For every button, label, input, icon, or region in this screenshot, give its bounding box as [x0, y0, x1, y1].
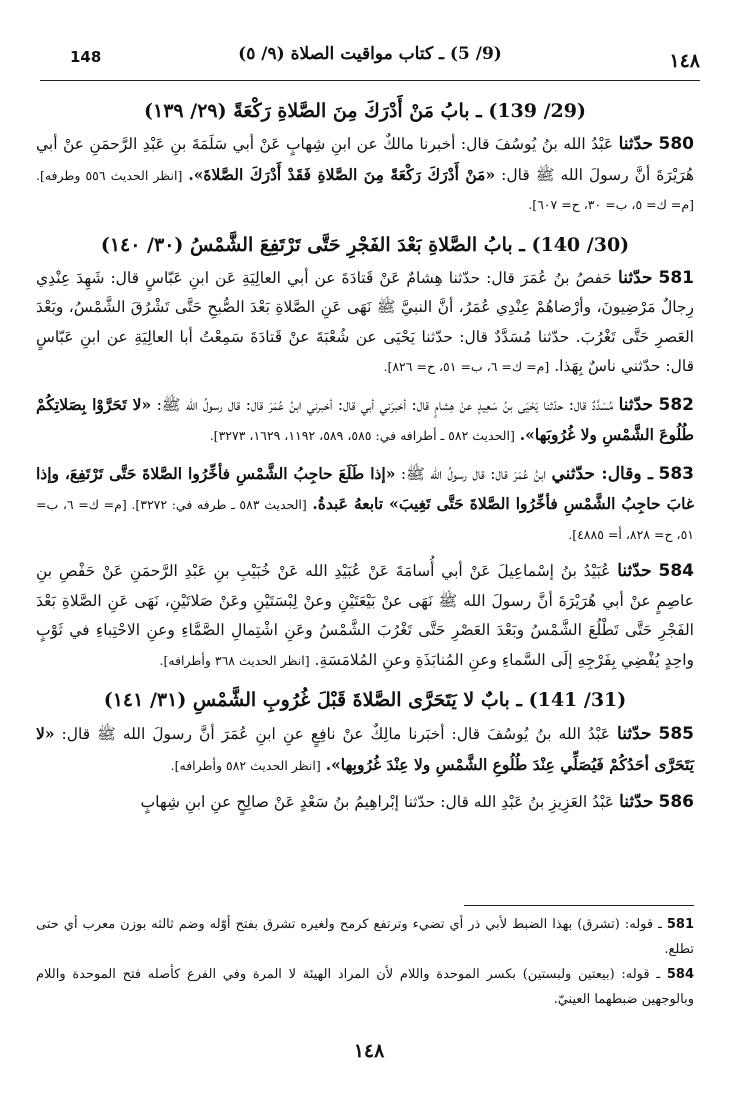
- chapter-heading: (31/ 141) ـ بابٌ لا يَتَحَرَّى الصَّلاةَ قَبْلَ غُرُوبِ الشَّمْسِ (٣١/ ١٤١): [103, 689, 627, 711]
- hadith-text: مُسَدَّدٌ قال: حدّثنا يَحْيَى بنُ سَعِيدٍ عنْ هِشامٍ قال: أخبرَني أبي قال: أخبرني ابنُ عُمَرَ قال: قال رسولُ الله ﷺ:: [156, 395, 614, 414]
- hadith-text: عُبَيْدُ بنُ إسْماعِيلَ عَنْ أبي أُسامَةَ عَنْ عُبَيْدِ الله عَنْ خُبَيْبِ بنِ عَبْدِ الرَّحمَنِ عَنْ حَفْصِ بنِ عاصِمٍ عنْ أبي هُرَيْرَةَ أنَّ رسولَ الله ﷺ نَهَى عنْ بَيْعَتَيْنِ وعنْ لِبْسَتَيْنِ وعَنْ صَلاتَيْنِ، نَهَى عَنِ الصَّلاةِ بَعْدَ الفَجْرِ حَتَّى تَطْلُعَ الشَّمْسُ وبَعْدَ العَصْرِ حَتَّى تَغْرُبَ الشَّمْسُ وعَنِ اشْتِمالِ الصَّمَّاءِ وعنِ الاحْتِباءِ في ثَوْبٍ واحِدٍ يُفْضِي بِفَرْجِهِ إلَى السَّماءِ وعنِ المُنابَذَةِ وعنِ المُلامَسَةِ.: [36, 562, 694, 669]
- hadith-quote: «إذا طَلَعَ حاجِبُ الشَّمْسِ فأخِّرُوا الصَّلاةَ حَتَّى تَرْتَفِعَ، وإذا غابَ حاجِبُ الشَّمْسِ فأخِّرُوا الصَّلاةَ حَتَّى تَغِيبَ» تابعهُ عَبدةُ.: [36, 463, 695, 513]
- hadith-text: حَفصُ بنُ عُمَرَ قال: حدّثنا هِشامٌ عَنْ قَتادَةَ عن أبي العالِيَةِ عَن ابنِ عَبّاسٍ قال: شَهِدَ عِنْدِي رِجالٌ مَرْضِيونَ، وأرْضاهُمْ عِنْدِي عُمَرُ، أنَّ النبيَّ ﷺ نَهَى عَنِ الصَّلاةِ بَعْدَ الصُّبحِ حَتَّى تَشْرُقَ الشَّمْسُ، وبَعْدَ العَصرِ حَتَّى تَغْرُبَ. حدّثنا مُسَدَّدٌ قال: حدّثنا يَحْيَى عن شُعْبَةَ عنْ قَتادَةَ سَمِعْتُ أبا العالِيَةِ عن ابنِ عَبّاسٍ قال: حدّثني ناسٌ بِهَذا.: [36, 268, 694, 375]
- footnote-number: 584: [666, 967, 694, 982]
- footnote-text: ـ قوله: (تشرق) بهذا الضبط لأبي ذر أي تضيء وترتفع كرمح ولغيره تشرق بفتح أوّله وضم ثالثه بوزن معرب أي حتى تطلع.: [36, 917, 694, 957]
- hadith-chain-head: حدّثنا: [619, 792, 654, 812]
- hadith-585: [36, 719, 694, 780]
- hadith-582: [36, 390, 694, 451]
- header-divider: [40, 80, 700, 81]
- hadith-quote: «لا يَتَحَرَّى أحَدُكُمْ فَيُصَلِّي عِنْدَ طُلُوعِ الشَّمْسِ ولا عِنْدَ غُرُوبِها».: [36, 724, 694, 774]
- hadith-number: 582: [658, 394, 694, 415]
- hadith-580: [36, 130, 694, 220]
- hadith-chain-head: ـ وقال: حدّثني: [551, 463, 654, 484]
- hadith-chain-head: حدّثنا: [618, 267, 653, 288]
- hadith-chain-head: حدّثنا: [617, 561, 652, 581]
- footnotes: [36, 912, 694, 1012]
- hadith-reference: [الحديث ٥٨٣ ـ طرفه في: ٣٢٧٢]. [م= ك= ٦، ب= ٥١، ح= ٨٢٨، أ= ٤٨٨٥].: [36, 497, 694, 542]
- hadith-chain-head: حدّثنا: [618, 134, 654, 154]
- page-number-latin: 148: [70, 48, 102, 66]
- hadith-reference: [انظر الحديث ٥٨٢ وأطرافه].: [170, 757, 321, 773]
- hadith-number: 580: [658, 134, 694, 154]
- main-text: [36, 90, 694, 826]
- hadith-586: [36, 788, 694, 818]
- hadith-583: [36, 459, 694, 550]
- hadith-reference: [م= ك= ٦، ب= ٥١، ح= ٨٢٦].: [383, 359, 550, 374]
- hadith-text: عَبْدُ العَزِيزِ بنُ عَبْدِ الله قال: حدّثنا إبْراهِيمُ بنُ سَعْدٍ عَنْ صالِحٍ عنِ ابنِ شِهابٍ: [140, 793, 615, 811]
- hadith-text: ابنُ عُمَرَ قال: قال رسولُ الله ﷺ:: [400, 464, 547, 483]
- hadith-chain-head: حدّثنا: [618, 394, 654, 415]
- hadith-reference: [انظر الحديث ٥٥٦ وطرفه]. [م= ك= ٥، ب= ٣٠، ح= ٦٠٧].: [36, 167, 694, 212]
- hadith-number: 584: [658, 561, 694, 581]
- page-number-arabic: ١٤٨: [669, 50, 700, 72]
- chapter-heading: (30/ 140) ـ بابُ الصَّلاةِ بَعْدَ الفَجْرِ حَتَّى تَرْتَفِعَ الشَّمْسُ (٣٠/ ١٤٠): [100, 233, 630, 256]
- hadith-text: عَبْدُ الله بنُ يُوسُفَ قال: أخبَرنا مالِكٌ عنْ نافِعٍ عنِ ابنِ عُمَرَ أنَّ رسولَ الله ﷺ قال:: [61, 725, 611, 743]
- hadith-number: 583: [658, 463, 694, 484]
- hadith-chain-head: حدّثنا: [617, 724, 652, 744]
- page-header: [40, 40, 700, 70]
- hadith-text: عَبْدُ الله بنُ يُوسُفَ قال: أخبرنا مالكٌ عن ابنِ شِهابٍ عَنْ أبي سَلَمَةَ بنِ عَبْدِ الرَّحمَنِ عنْ أبي هُرَيْرَةَ أنَّ رسولَ الله ﷺ قال:: [36, 135, 695, 184]
- footnote-number: 581: [666, 917, 694, 932]
- chapter-heading: (29/ 139) ـ بابُ مَنْ أَدْرَكَ مِنَ الصَّلاةِ رَكْعَةً (٢٩/ ١٣٩): [144, 100, 586, 122]
- running-title: (9/ 5) ـ كتاب مواقيت الصلاة (٩/ ٥): [238, 44, 502, 64]
- hadith-reference: [الحديث ٥٨٢ ـ أطرافه في: ٥٨٥، ٥٨٩، ١١٩٢، ١٦٢٩، ٣٢٧٣].: [209, 428, 515, 443]
- hadith-reference: [انظر الحديث ٣٦٨ وأطرافه].: [159, 652, 310, 668]
- footnote-divider: [464, 905, 694, 906]
- hadith-quote: «مَنْ أَدْرَكَ رَكْعَةً مِنَ الصَّلاةِ فَقَدْ أَدْرَكَ الصَّلاةَ».: [188, 164, 496, 184]
- hadith-quote: «لا تَحَرَّوْا بِصَلاتِكُمْ طُلُوعَ الشَّمْسِ ولا غُرُوبَها».: [36, 394, 694, 444]
- hadith-584: [36, 557, 694, 675]
- hadith-581: [36, 264, 694, 382]
- footnote-text: ـ قوله: (بيعتين ولبستين) بكسر الموحدة واللام لأن المراد الهيئة لا المرة وفي الفرع كأصله فتح الموحدة واللام وبالوجهين ضبطهما العينيّ.: [36, 967, 694, 1007]
- footnote: [36, 912, 694, 962]
- page-number-footer: ١٤٨: [353, 1040, 385, 1062]
- hadith-number: 581: [658, 267, 694, 288]
- hadith-number: 585: [658, 724, 694, 744]
- hadith-number: 586: [658, 792, 694, 812]
- footnote: [36, 962, 694, 1012]
